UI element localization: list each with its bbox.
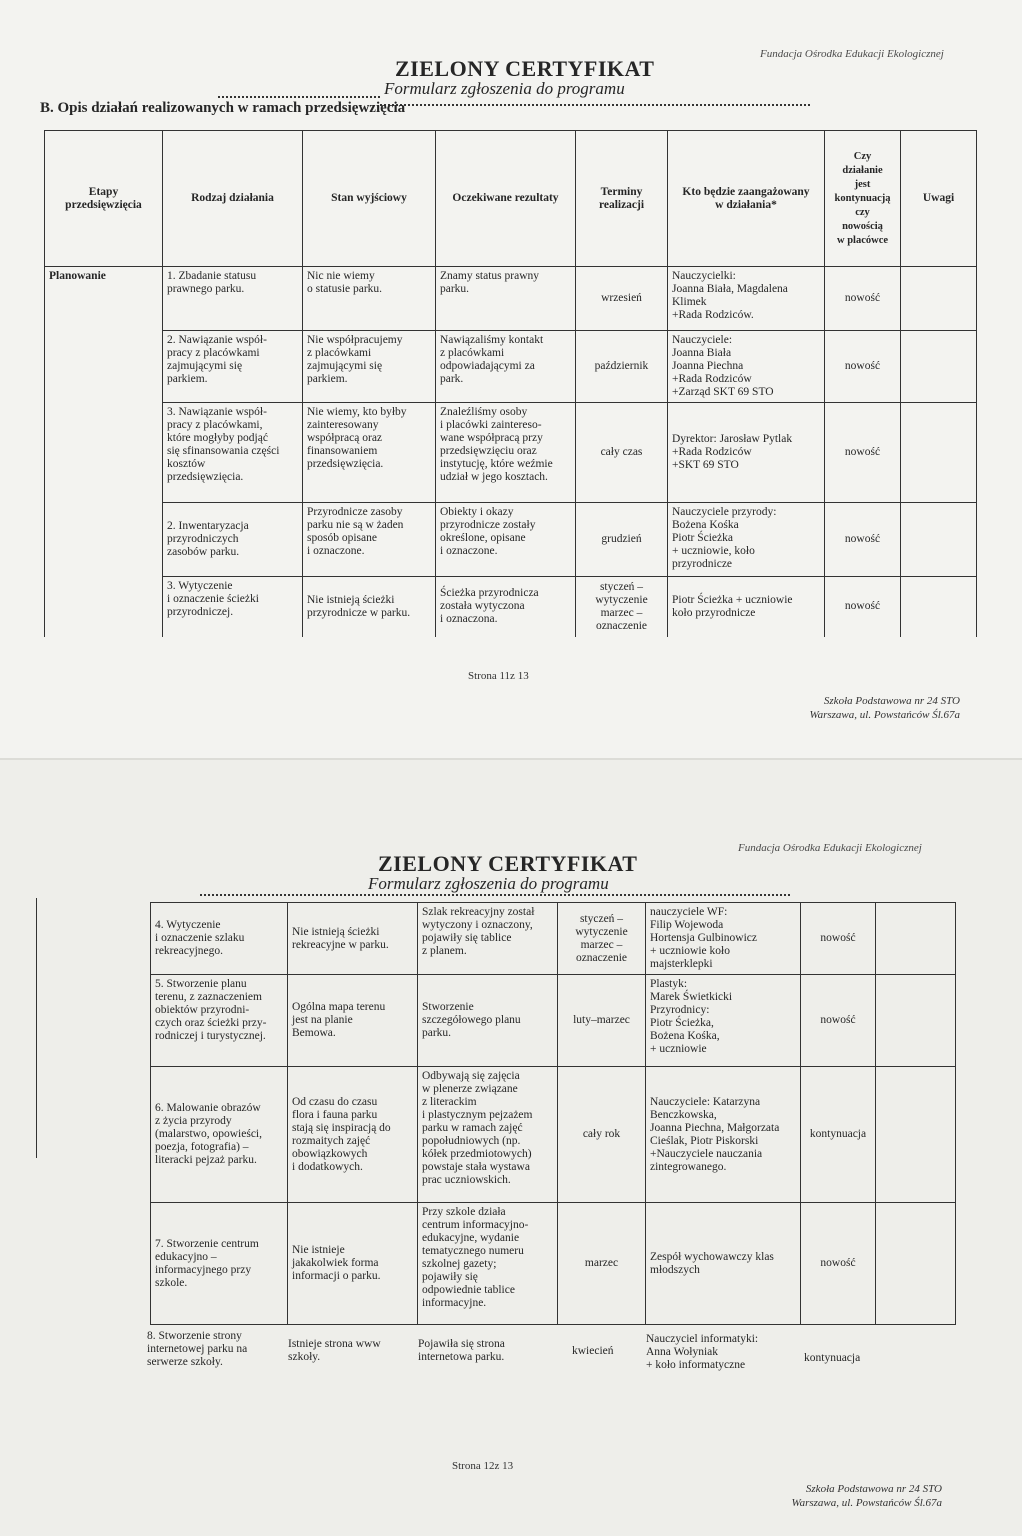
stage-planning: Planowanie xyxy=(45,267,163,637)
results-cell: Ścieżka przyrodnicza została wytyczona i oznaczona. xyxy=(436,577,576,637)
school-address: Szkoła Podstawowa nr 24 STO Warszawa, ul. Powstańców Śl.67a xyxy=(809,695,960,721)
results-cell: Nawiązaliśmy kontakt z placówkami odpowiadającymi za park. xyxy=(436,331,576,403)
table-row xyxy=(151,1203,956,1325)
table-row xyxy=(45,403,977,503)
term-cell: kwiecień xyxy=(572,1345,614,1357)
term-cell: cały rok xyxy=(558,1067,646,1203)
section-heading: B. Opis działań realizowanych w ramach przedsięwzięcia xyxy=(40,100,406,116)
type-cell: nowość xyxy=(825,403,901,503)
who-cell: Nauczyciele przyrody: Bożena Kośka Piotr Ścieżka + uczniowie, koło przyrodnicze xyxy=(668,503,825,577)
foundation-header: Fundacja Ośrodka Edukacji Ekologicznej xyxy=(738,842,922,854)
initial-cell: Nie istnieje jakakolwiek forma informacji o parku. xyxy=(288,1203,418,1325)
remarks-cell xyxy=(876,975,956,1067)
who-cell: Nauczyciele: Joanna Biała Joanna Piechna +Rada Rodziców +Zarząd SKT 69 STO xyxy=(668,331,825,403)
remarks-cell xyxy=(876,1203,956,1325)
results-cell: Obiekty i okazy przyrodnicze zostały określone, opisane i oznaczone. xyxy=(436,503,576,577)
action-cell: 3. Nawiązanie współ- pracy z placówkami, które mogłyby podjąć się sfinansowania części kosztów przedsięwzięcia. xyxy=(163,403,303,503)
remarks-cell xyxy=(901,503,977,577)
action-cell: 1. Zbadanie statusu prawnego parku. xyxy=(163,267,303,331)
actions-table-continued xyxy=(150,902,956,1325)
margin-line xyxy=(36,898,37,1158)
who-cell: Nauczyciel informatyki: Anna Wołyniak + koło informatyczne xyxy=(646,1333,759,1371)
action-cell: 8. Stworzenie strony internetowej parku na serwerze szkoły. xyxy=(147,1330,248,1368)
actions-table xyxy=(44,130,977,637)
results-cell: Przy szkole działa centrum informacyjno- edukacyjne, wydanie tematycznego numeru szkolnej gazety; pojawiły się odpowiednie tablice informacyjne. xyxy=(418,1203,558,1325)
results-cell: Znaleźliśmy osoby i placówki zaintereso- wane współpracą przy przedsięwzięciu oraz instytucję, które weźmie udział w jego kosztach. xyxy=(436,403,576,503)
initial-cell: Od czasu do czasu flora i fauna parku stają się inspiracją do rozmaitych zajęć obowiązkowych i dodatkowych. xyxy=(288,1067,418,1203)
type-cell: nowość xyxy=(825,331,901,403)
header-initial-state: Stan wyjściowy xyxy=(303,131,436,267)
header-stages: Etapy przedsięwzięcia xyxy=(45,131,163,267)
table-header-row xyxy=(45,131,977,267)
header-expected-results: Oczekiwane rezultaty xyxy=(436,131,576,267)
who-cell: Plastyk: Marek Świetkicki Przyrodnicy: Piotr Ścieżka, Bożena Kośka, + uczniowie xyxy=(646,975,801,1067)
results-cell: Stworzenie szczegółowego planu parku. xyxy=(418,975,558,1067)
remarks-cell xyxy=(876,1067,956,1203)
type-cell: kontynuacja xyxy=(804,1352,861,1364)
type-cell: nowość xyxy=(825,267,901,331)
who-cell: Nauczyciele: Katarzyna Benczkowska, Joanna Piechna, Małgorzata Cieślak, Piotr Piskorski +Nauczyciele nauczania zintegrowanego. xyxy=(646,1067,801,1203)
results-cell: Odbywają się zajęcia w plenerze związane z literackim i plastycznym pejzażem parku w ramach zajęć popołudniowych (np. kółek przedmiotowych) powstaje stała wystawa prac uczniowskich. xyxy=(418,1067,558,1203)
who-cell: Piotr Ścieżka + uczniowie koło przyrodnicze xyxy=(668,577,825,637)
table-row xyxy=(151,975,956,1067)
action-cell: 2. Inwentaryzacja przyrodniczych zasobów parku. xyxy=(163,503,303,577)
table-row xyxy=(45,503,977,577)
initial-cell: Nic nie wiemy o statusie parku. xyxy=(303,267,436,331)
header-who: Kto będzie zaangażowany w działania* xyxy=(668,131,825,267)
initial-cell: Ogólna mapa terenu jest na planie Bemowa. xyxy=(288,975,418,1067)
remarks-cell xyxy=(876,903,956,975)
initial-cell: Nie wiemy, kto byłby zainteresowany współpracą oraz finansowaniem przedsięwzięcia. xyxy=(303,403,436,503)
remarks-cell xyxy=(901,331,977,403)
page-12 xyxy=(0,760,1022,1536)
action-cell: 5. Stworzenie planu terenu, z zaznaczeniem obiektów przyrodni- czych oraz ścieżki przy- rodniczej i turystycznej. xyxy=(151,975,288,1067)
type-cell: nowość xyxy=(801,903,876,975)
results-cell: Znamy status prawny parku. xyxy=(436,267,576,331)
table-row xyxy=(45,331,977,403)
type-cell: kontynuacja xyxy=(801,1067,876,1203)
action-cell: 2. Nawiązanie współ- pracy z placówkami zajmującymi się parkiem. xyxy=(163,331,303,403)
term-cell: luty–marzec xyxy=(558,975,646,1067)
header-remarks: Uwagi xyxy=(901,131,977,267)
term-cell: styczeń – wytyczenie marzec – oznaczenie xyxy=(576,577,668,637)
term-cell: grudzień xyxy=(576,503,668,577)
header-continuation: Czy działanie jest kontynuacją czy nowością w placówce xyxy=(825,131,901,267)
initial-cell: Nie istnieją ścieżki rekreacyjne w parku. xyxy=(288,903,418,975)
page-number: Strona 11z 13 xyxy=(468,670,529,682)
results-cell: Pojawiła się strona internetowa parku. xyxy=(418,1338,505,1363)
initial-cell: Przyrodnicze zasoby parku nie są w żaden sposób opisane i oznaczone. xyxy=(303,503,436,577)
action-cell: 3. Wytyczenie i oznaczenie ścieżki przyrodniczej. xyxy=(163,577,303,637)
action-cell: 6. Malowanie obrazów z życia przyrody (malarstwo, opowieści, poezja, fotografia) – literacki pejzaż parku. xyxy=(151,1067,288,1203)
who-cell: Dyrektor: Jarosław Pytlak +Rada Rodziców +SKT 69 STO xyxy=(668,403,825,503)
header-action-type: Rodzaj działania xyxy=(163,131,303,267)
table-row xyxy=(151,1067,956,1203)
term-cell: cały czas xyxy=(576,403,668,503)
term-cell: styczeń – wytyczenie marzec – oznaczenie xyxy=(558,903,646,975)
type-cell: nowość xyxy=(825,577,901,637)
initial-cell: Istnieje strona www szkoły. xyxy=(288,1338,381,1363)
remarks-cell xyxy=(901,267,977,331)
remarks-cell xyxy=(901,577,977,637)
dotted-rule xyxy=(200,894,790,896)
dotted-rule-left xyxy=(218,96,380,98)
initial-cell: Nie współpracujemy z placówkami zajmującymi się parkiem. xyxy=(303,331,436,403)
type-cell: nowość xyxy=(801,1203,876,1325)
type-cell: nowość xyxy=(825,503,901,577)
table-row xyxy=(151,903,956,975)
type-cell: nowość xyxy=(801,975,876,1067)
remarks-cell xyxy=(901,403,977,503)
document-subtitle: Formularz zgłoszenia do programu xyxy=(384,79,625,98)
header-terms: Terminy realizacji xyxy=(576,131,668,267)
action-cell: 7. Stworzenie centrum edukacyjno – informacyjnego przy szkole. xyxy=(151,1203,288,1325)
document-title: ZIELONY CERTYFIKAT xyxy=(395,56,655,81)
who-cell: Zespół wychowawczy klas młodszych xyxy=(646,1203,801,1325)
action-cell: 4. Wytyczenie i oznaczenie szlaku rekreacyjnego. xyxy=(151,903,288,975)
table-row xyxy=(45,267,977,331)
page-11 xyxy=(0,0,1022,760)
term-cell: wrzesień xyxy=(576,267,668,331)
page-number: Strona 12z 13 xyxy=(452,1460,514,1472)
dotted-rule-right xyxy=(380,104,810,106)
term-cell: marzec xyxy=(558,1203,646,1325)
who-cell: Nauczycielki: Joanna Biała, Magdalena Klimek +Rada Rodziców. xyxy=(668,267,825,331)
document-title: ZIELONY CERTYFIKAT xyxy=(378,851,638,876)
term-cell: październik xyxy=(576,331,668,403)
foundation-header: Fundacja Ośrodka Edukacji Ekologicznej xyxy=(760,48,944,60)
document-subtitle: Formularz zgłoszenia do programu xyxy=(368,874,609,893)
initial-cell: Nie istnieją ścieżki przyrodnicze w parku. xyxy=(303,577,436,637)
who-cell: nauczyciele WF: Filip Wojewoda Hortensja Gulbinowicz + uczniowie koło majsterklepki xyxy=(646,903,801,975)
results-cell: Szlak rekreacyjny został wytyczony i oznaczony, pojawiły się tablice z planem. xyxy=(418,903,558,975)
table-row xyxy=(45,577,977,637)
school-address: Szkoła Podstawowa nr 24 STO Warszawa, ul. Powstańców Śl.67a xyxy=(791,1483,942,1509)
